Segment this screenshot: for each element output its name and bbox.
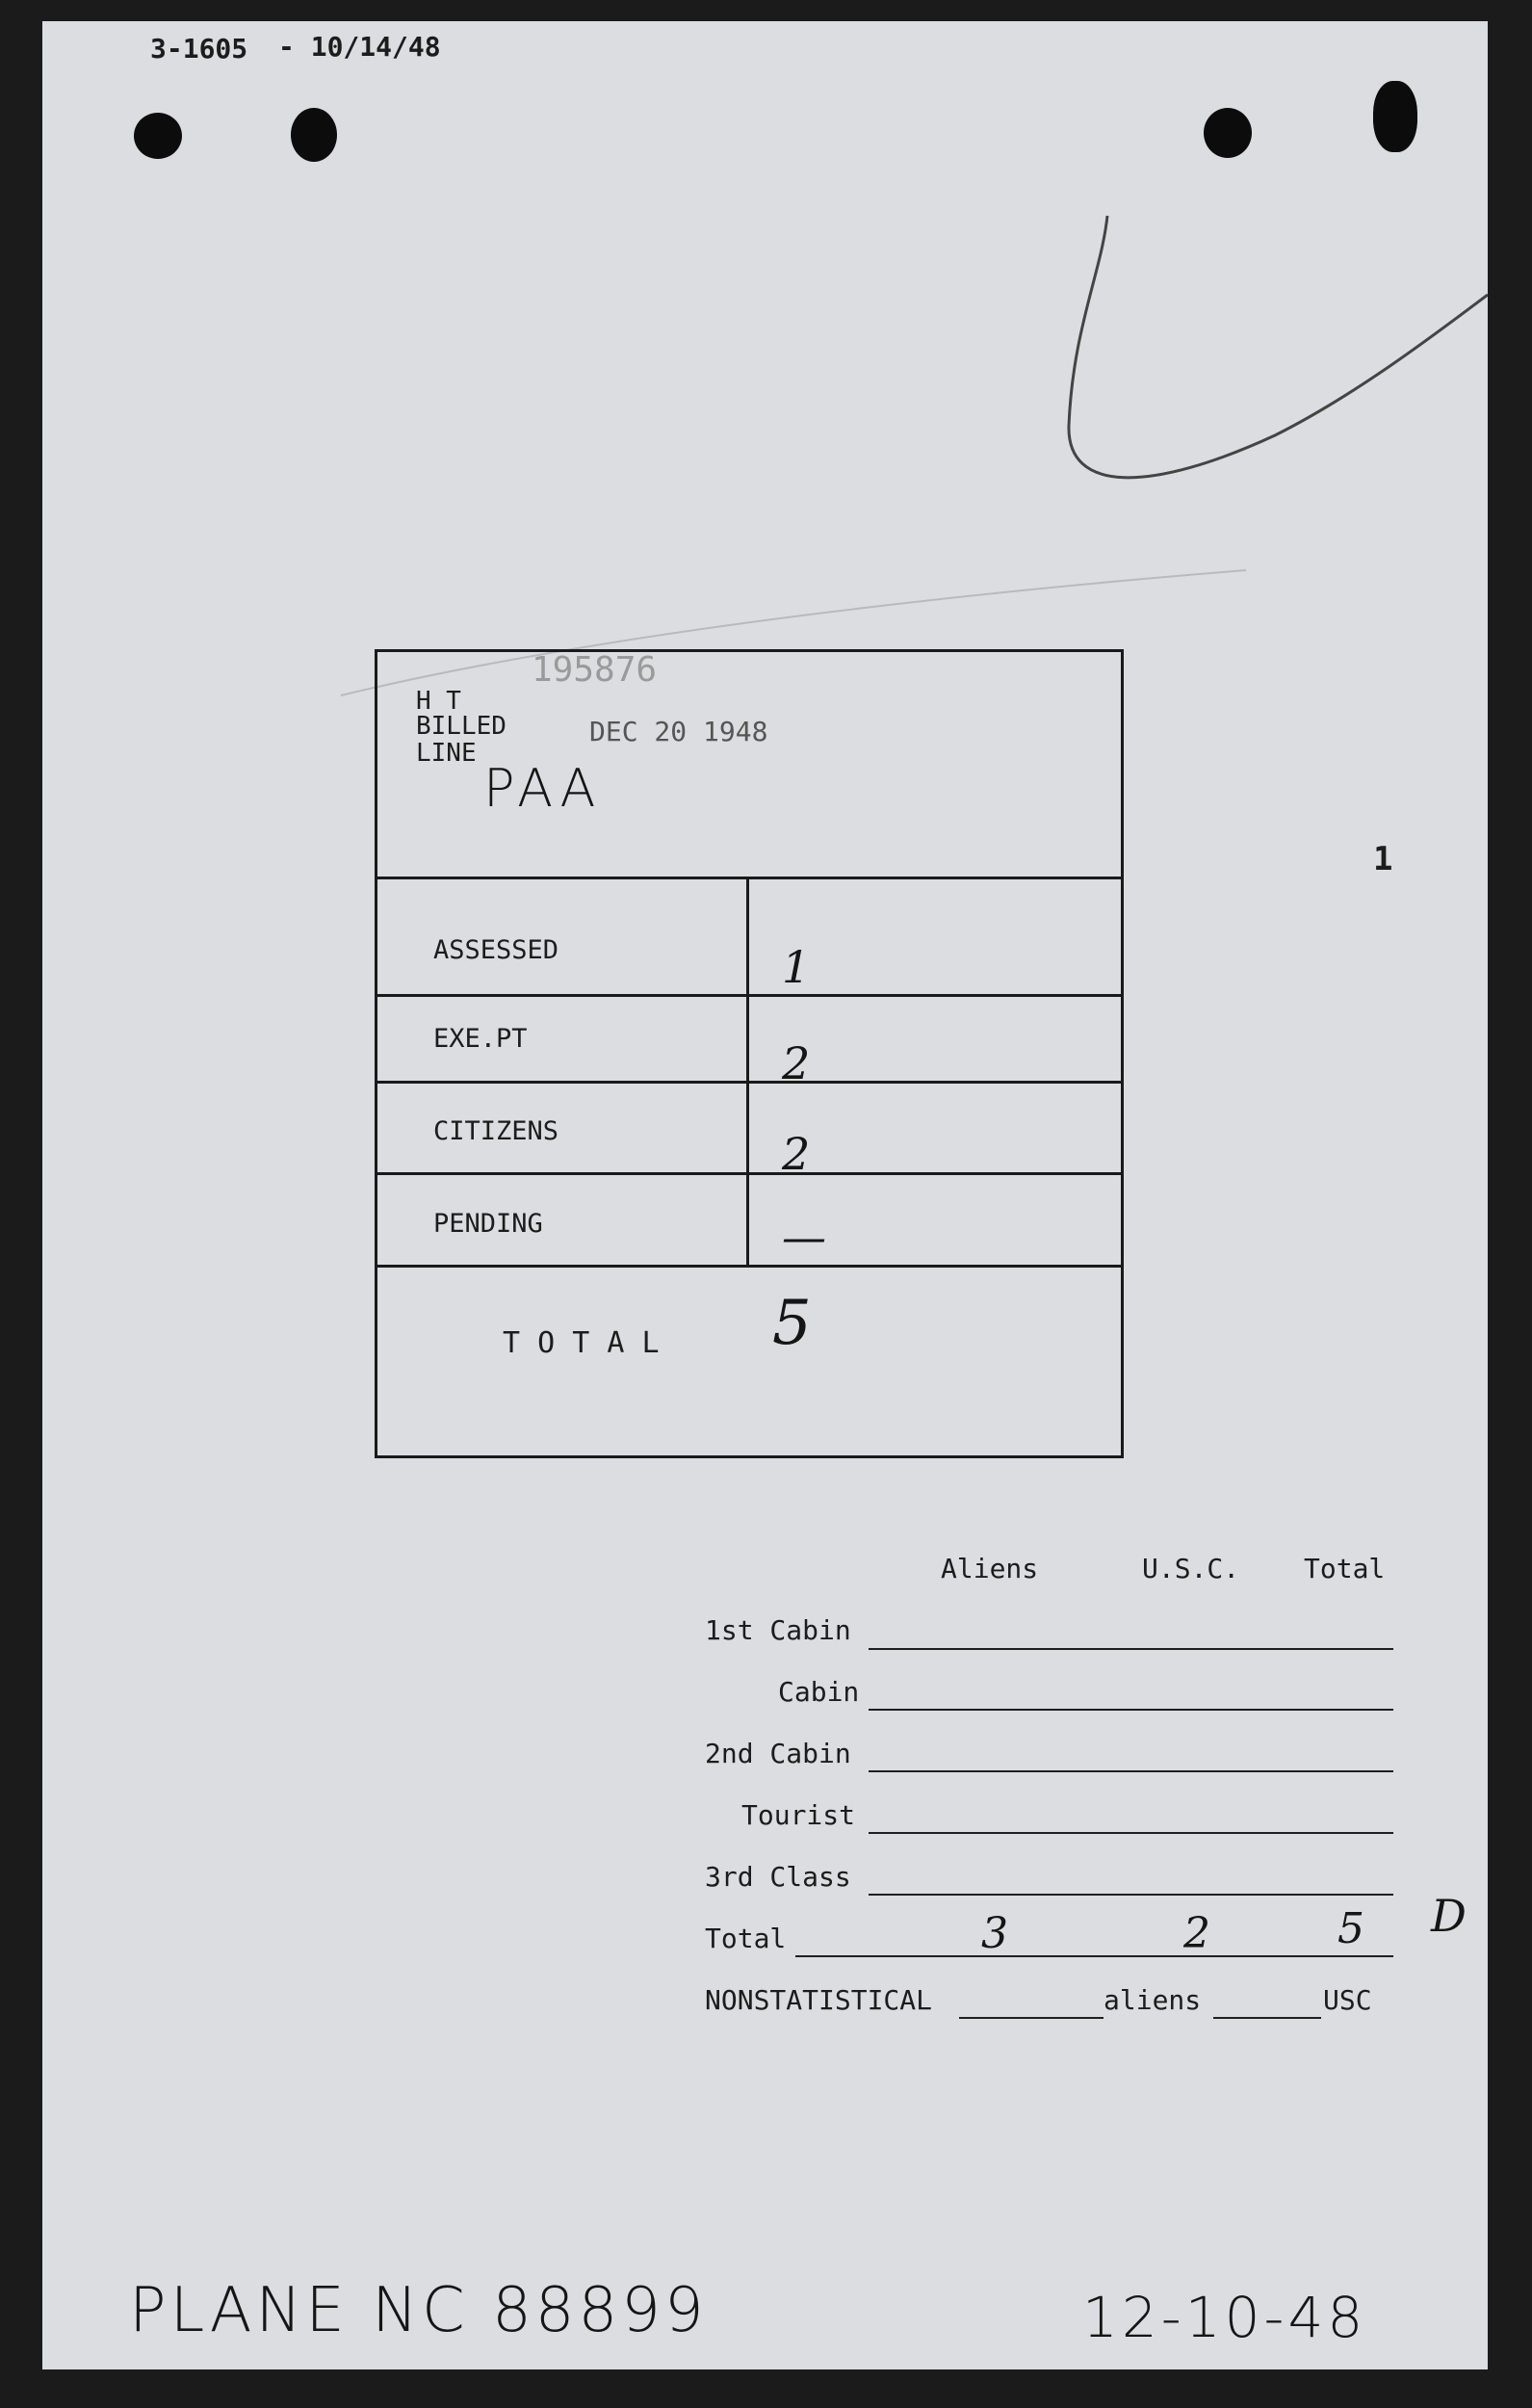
fill-in-line	[869, 1832, 1393, 1834]
punch-hole	[1204, 108, 1252, 158]
punch-hole	[291, 108, 337, 162]
summary-total-total: 5	[1337, 1904, 1364, 1953]
fill-in-line	[869, 1648, 1393, 1650]
summary-total-usc: 2	[1183, 1909, 1210, 1958]
summary-row-label: 1st Cabin	[705, 1614, 851, 1646]
plane-handwritten: PLANE NC 88899	[129, 2275, 708, 2346]
row-label-pending: PENDING	[433, 1209, 543, 1239]
fill-in-line	[795, 1955, 1393, 1957]
tally-box	[375, 649, 1124, 1458]
row-divider	[377, 1081, 1124, 1084]
date-handwritten: 12-10-48	[1082, 2285, 1367, 2350]
summary-row-label: Cabin	[778, 1676, 860, 1708]
row-divider	[377, 877, 1124, 879]
document-page	[42, 21, 1488, 2369]
date-stamp: DEC 20 1948	[589, 716, 768, 747]
row-divider	[377, 1172, 1124, 1175]
fill-in-line	[869, 1894, 1393, 1896]
form-number: 3-1605	[150, 33, 248, 65]
row-value-exempt: 2	[782, 1037, 811, 1089]
row-divider	[377, 1265, 1124, 1268]
row-value-assessed: 1	[782, 941, 811, 993]
summary-row-label: 2nd Cabin	[705, 1738, 851, 1769]
summary-row-label: 3rd Class	[705, 1861, 851, 1893]
row-value-citizens: 2	[782, 1128, 811, 1180]
punch-hole	[134, 113, 182, 159]
summary-total-label: Total	[705, 1923, 787, 1954]
column-header-total: Total	[1304, 1553, 1386, 1584]
fill-in-line	[869, 1770, 1393, 1772]
fill-in-line	[1213, 2017, 1321, 2019]
pencil-check-mark	[1025, 214, 1488, 522]
form-date: - 10/14/48	[278, 31, 441, 63]
box-line-billed: BILLED	[416, 712, 506, 741]
summary-total-mark: D	[1431, 1890, 1467, 1942]
column-header-aliens: Aliens	[941, 1553, 1039, 1584]
box-line-line: LINE	[416, 739, 477, 768]
carrier-handwritten: PAA	[483, 758, 602, 819]
punch-hole	[1373, 81, 1417, 152]
total-value: 5	[772, 1288, 812, 1359]
summary-row-label: Tourist	[741, 1799, 856, 1831]
fill-in-line	[959, 2017, 1104, 2019]
row-divider	[377, 994, 1124, 997]
row-label-assessed: ASSESSED	[433, 935, 559, 965]
fill-in-line	[869, 1709, 1393, 1711]
summary-total-aliens: 3	[981, 1909, 1008, 1958]
serial-stamp: 195876	[532, 650, 658, 690]
box-line-ht: H T	[416, 687, 461, 716]
nonstatistical-aliens: aliens	[1104, 1984, 1202, 2016]
side-page-mark: 1	[1373, 840, 1393, 878]
row-label-citizens: CITIZENS	[433, 1116, 559, 1146]
total-label: T O T A L	[503, 1326, 660, 1360]
row-label-exempt: EXE.PT	[433, 1024, 528, 1054]
column-header-usc: U.S.C.	[1142, 1553, 1240, 1584]
nonstatistical-usc: USC	[1323, 1984, 1372, 2016]
column-divider	[746, 877, 749, 1268]
nonstatistical-label: NONSTATISTICAL	[705, 1984, 933, 2016]
row-value-pending: —	[782, 1211, 826, 1263]
